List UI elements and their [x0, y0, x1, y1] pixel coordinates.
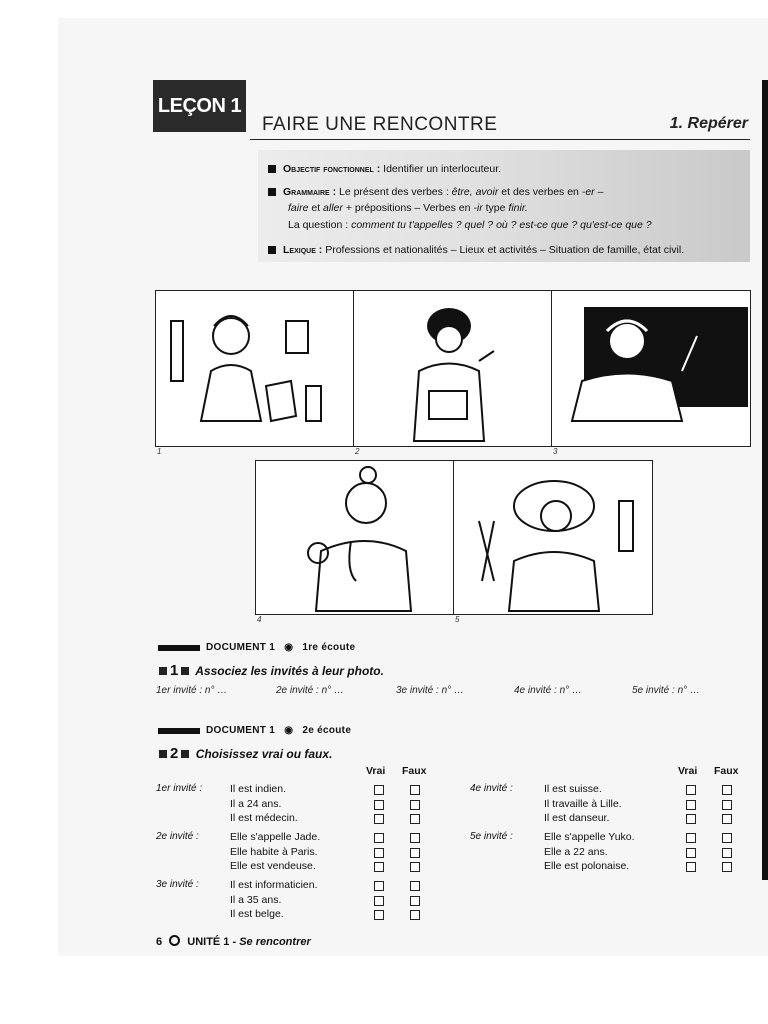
statement: Il est informaticien.: [230, 879, 318, 891]
faux-checkbox[interactable]: [410, 896, 420, 906]
illustration-1: [155, 290, 355, 447]
page-number: 6: [156, 936, 163, 948]
invite-statements: [230, 830, 320, 874]
statement: Elle s'appelle Yuko.: [544, 831, 635, 843]
bullet-square-icon: [268, 188, 276, 196]
exercise-title: Choisissez vrai ou faux.: [195, 747, 333, 761]
verb-ir: -ir: [473, 202, 483, 214]
type-text: type: [485, 202, 506, 214]
faux-checkbox[interactable]: [410, 814, 420, 824]
statement: Il a 24 ans.: [230, 797, 282, 810]
verb-finir: finir.: [508, 202, 528, 214]
image-number-2: 2: [355, 447, 360, 456]
grammaire-er: -er: [581, 186, 595, 198]
exercise-number: 2: [170, 745, 179, 762]
statement: Il est médecin.: [230, 812, 298, 824]
faux-header-right: Faux: [714, 765, 739, 777]
lexique-text: Professions et nationalités – Lieux et activités – Situation de famille, état civil.: [325, 244, 685, 256]
objectif-label: Objectif fonctionnel :: [283, 163, 381, 175]
bullet-dot-icon: [169, 935, 180, 946]
statement: Elle habite à Paris.: [230, 845, 318, 858]
image-number-1: 1: [157, 447, 162, 456]
square-icon: [181, 750, 189, 758]
document-label: DOCUMENT 1: [206, 725, 276, 736]
illustration-2: [353, 290, 553, 447]
statement: Il a 35 ans.: [230, 893, 282, 906]
mechanic-illustration: [156, 291, 354, 446]
exercise-title: Associez les invités à leur photo.: [195, 664, 384, 678]
vrai-checkbox[interactable]: [374, 881, 384, 891]
invite-label: 3e invité :: [156, 879, 199, 890]
statement: Il travaille à Lille.: [544, 797, 622, 810]
lesson-title: FAIRE UNE RENCONTRE: [262, 114, 498, 135]
faux-checkbox[interactable]: [722, 862, 732, 872]
faux-checkbox[interactable]: [410, 785, 420, 795]
faux-checkbox[interactable]: [722, 848, 732, 858]
ecoute-label: 2e écoute: [302, 725, 352, 736]
faux-header-left: Faux: [402, 765, 427, 777]
unit-title: Se rencontrer: [239, 936, 311, 948]
document-bar: [158, 728, 200, 734]
faux-checkbox[interactable]: [410, 910, 420, 920]
document-1-label-2: [206, 725, 351, 736]
headphones-icon: ◉: [284, 642, 294, 653]
lexique-label: Lexique :: [283, 244, 323, 256]
exercise-2-heading: [156, 745, 332, 762]
vrai-checkbox[interactable]: [374, 814, 384, 824]
hairdresser-illustration: [454, 461, 652, 614]
faux-checkbox[interactable]: [410, 862, 420, 872]
vrai-header-right: Vrai: [678, 765, 698, 777]
faux-checkbox[interactable]: [410, 833, 420, 843]
vrai-checkbox[interactable]: [374, 848, 384, 858]
objectif-text: Identifier un interlocuteur.: [383, 163, 502, 175]
page-spine-edge: [762, 80, 768, 880]
verb-aller: aller: [323, 202, 343, 214]
image-number-4: 4: [257, 615, 262, 624]
grammaire-row: [268, 185, 603, 200]
grammaire-verbs: être, avoir: [451, 186, 499, 198]
image-number-3: 3: [553, 447, 558, 456]
exercise-number: 1: [170, 662, 179, 679]
question-label: La question :: [288, 219, 349, 231]
page-footer: [156, 935, 311, 948]
vrai-checkbox[interactable]: [374, 896, 384, 906]
vrai-checkbox[interactable]: [374, 862, 384, 872]
invite-5-blank: 5e invité : n° …: [632, 685, 700, 696]
section-title: 1. Repérer: [669, 115, 748, 132]
document-label: DOCUMENT 1: [206, 642, 276, 653]
invite-label: 5e invité :: [470, 831, 513, 842]
invite-2-blank: 2e invité : n° …: [276, 685, 344, 696]
statement: Elle a 22 ans.: [544, 845, 608, 858]
bullet-square-icon: [268, 165, 276, 173]
invite-statements: [544, 830, 635, 874]
exercise-1-heading: [156, 662, 384, 679]
vrai-checkbox[interactable]: [686, 814, 696, 824]
grammaire-dash: –: [597, 186, 604, 198]
invite-statements: [544, 782, 622, 826]
student-illustration: [354, 291, 552, 446]
vrai-checkbox[interactable]: [374, 910, 384, 920]
vrai-checkbox[interactable]: [686, 833, 696, 843]
vrai-checkbox[interactable]: [374, 785, 384, 795]
statement: Il est indien.: [230, 783, 287, 795]
faux-checkbox[interactable]: [722, 785, 732, 795]
faux-checkbox[interactable]: [722, 814, 732, 824]
grammaire-text-2: et des verbes en: [501, 186, 579, 198]
illustration-5: [453, 460, 653, 615]
vrai-checkbox[interactable]: [374, 833, 384, 843]
grammaire-text: Le présent des verbes :: [339, 186, 449, 198]
square-icon: [159, 750, 167, 758]
bullet-square-icon: [268, 246, 276, 254]
statement: Il est belge.: [230, 908, 284, 920]
grammaire-label: Grammaire :: [283, 186, 337, 198]
faux-checkbox[interactable]: [410, 800, 420, 810]
statement: Elle est polonaise.: [544, 860, 630, 872]
faux-checkbox[interactable]: [722, 833, 732, 843]
statement: Il est danseur.: [544, 812, 610, 824]
square-icon: [181, 667, 189, 675]
vrai-checkbox[interactable]: [686, 862, 696, 872]
vrai-checkbox[interactable]: [686, 785, 696, 795]
illustration-4: [255, 460, 455, 615]
lexique-row: [268, 243, 684, 258]
prepositions-text: + prépositions – Verbes en: [345, 202, 471, 214]
invite-label: 4e invité :: [470, 783, 513, 794]
square-icon: [159, 667, 167, 675]
title-rule: [250, 139, 750, 140]
lecon-badge: LEÇON 1: [153, 80, 246, 132]
teacher-illustration: [552, 291, 750, 446]
illustration-3: [551, 290, 751, 447]
invite-1-blank: 1er invité : n° …: [156, 685, 228, 696]
invite-label: 1er invité :: [156, 783, 203, 794]
invite-label: 2e invité :: [156, 831, 199, 842]
unit-label: UNITÉ 1 -: [187, 936, 237, 948]
verb-faire: faire: [288, 202, 309, 214]
document-bar: [158, 645, 200, 651]
invite-3-blank: 3e invité : n° …: [396, 685, 464, 696]
objectif-row: [268, 162, 501, 177]
image-number-5: 5: [455, 615, 460, 624]
vrai-checkbox[interactable]: [686, 848, 696, 858]
grammaire-row-2: [288, 201, 528, 216]
vrai-checkbox[interactable]: [374, 800, 384, 810]
document-1-label: [206, 642, 355, 653]
question-text: comment tu t'appelles ? quel ? où ? est-ce que ? qu'est-ce que ?: [351, 219, 652, 231]
question-row: [288, 218, 652, 233]
headphones-icon: ◉: [284, 725, 294, 736]
conj-et: et: [311, 202, 321, 214]
statement: Elle s'appelle Jade.: [230, 831, 321, 843]
doctor-illustration: [256, 461, 454, 614]
faux-checkbox[interactable]: [410, 881, 420, 891]
vrai-checkbox[interactable]: [686, 800, 696, 810]
faux-checkbox[interactable]: [410, 848, 420, 858]
invite-4-blank: 4e invité : n° …: [514, 685, 582, 696]
ecoute-label: 1re écoute: [302, 642, 356, 653]
vrai-header-left: Vrai: [366, 765, 386, 777]
invite-statements: [230, 878, 318, 922]
invite-statements: [230, 782, 298, 826]
statement: Il est suisse.: [544, 783, 602, 795]
statement: Elle est vendeuse.: [230, 860, 316, 872]
faux-checkbox[interactable]: [722, 800, 732, 810]
